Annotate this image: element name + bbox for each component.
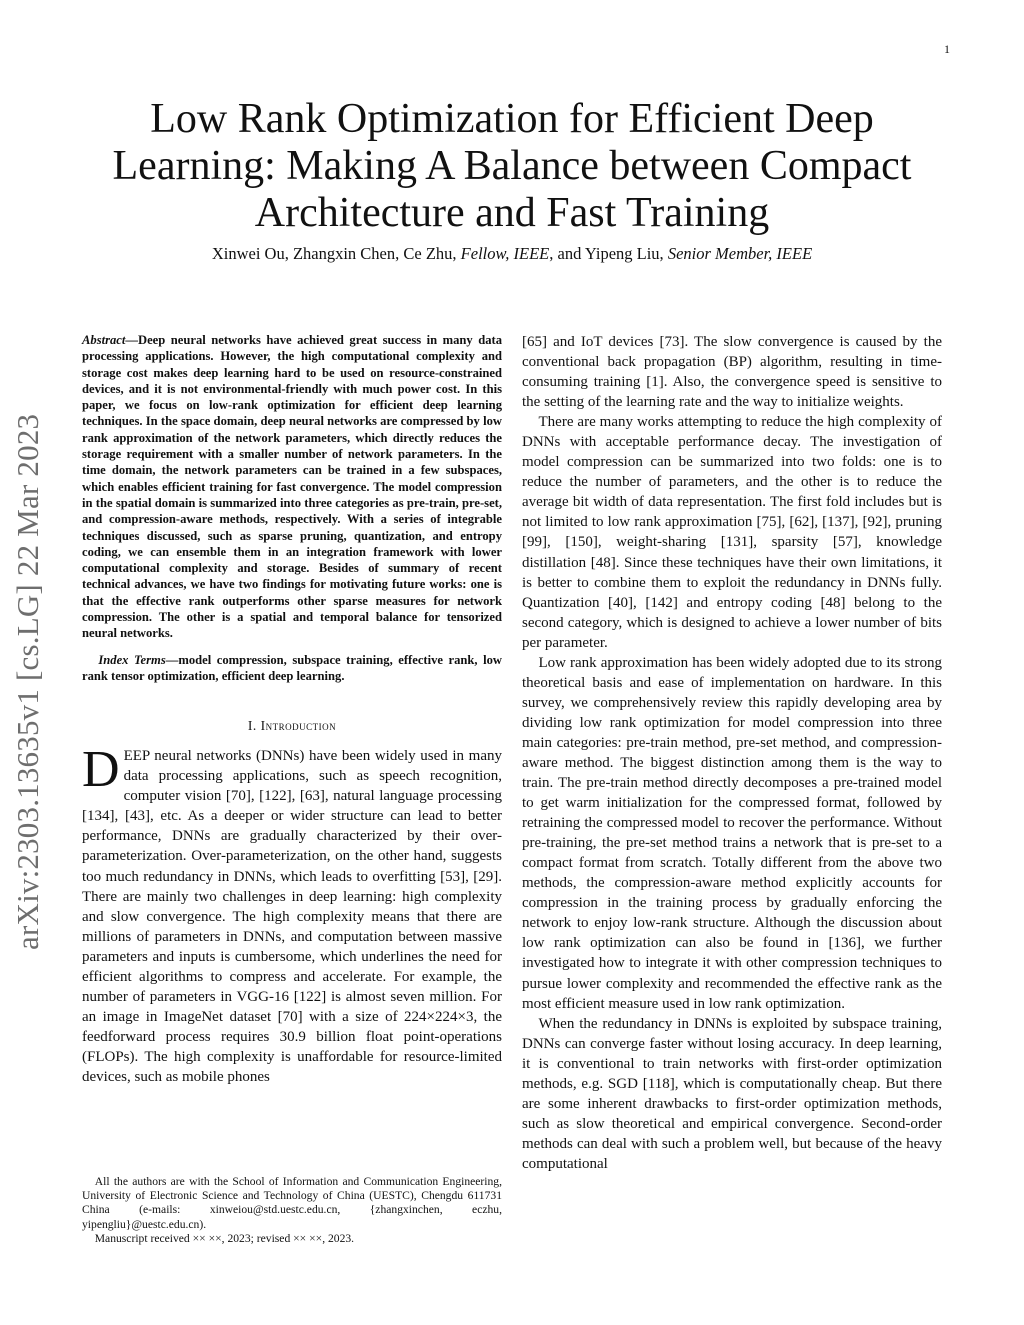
body-paragraph: There are many works attempting to reduce the high complexity of DNNs with acceptable performance decay. The investigation of model compression can be summarized into two folds: one is to reduce the number of parameters, and the other is to reduce the average bit width of data representation. The first fold includes but is not limited to low rank approximation [75], [62], [137], [92], pruning [99], [150], weight-sharing [131], sparsity [57], knowledge distillation [48]. Since these techniques have their own limitations, it is better to combine them to exploit the redundancy in DNNs fully. Quantization [40], [142] and entropy coding [48] belong to the second category, which is designed to achieve a lower number of bits per parameter.: [522, 414, 942, 651]
drop-cap: D: [82, 741, 120, 799]
index-terms-text: —model compression, subspace training, effective rank, low rank tensor optimization, efficient deep learning.: [82, 652, 502, 683]
footnote-manuscript: Manuscript received ×× ××, 2023; revised ×× ××, 2023.: [94, 1231, 355, 1245]
footnotes: [82, 1175, 502, 1246]
section-number: I.: [247, 718, 261, 734]
left-column: [82, 332, 502, 1087]
page-number: 1: [944, 42, 950, 56]
section-heading: [82, 718, 502, 734]
body-paragraph: [65] and IoT devices [73]. The slow convergence is caused by the conventional back propagation (BP) algorithm, resulting in time-consuming training [1]. Also, the convergence speed is sensitive to the setting of the learning rate and the way to initialize weights.: [522, 334, 942, 411]
intro-text: EEP neural networks (DNNs) have been widely used in many data processing applications, such as speech recognition, computer vision [70], [122], [63], natural language processing [134], [43], etc. As a deeper or wider structure can lead to better performance, DNNs are gradually characterized by their over-parameterization. Over-parameterization, on the other hand, suggests too much redundancy in DNNs, which leads to overfitting [53], [29]. There are mainly two challenges in deep learning: high complexity and slow convergence. The high complexity means that there are millions of parameters in DNNs, and computation between massive parameters and inputs is cumbersome, which underlines the need for efficient algorithms to compress and accelerate. For example, the number of parameters in VGG-16 [122] is almost seven million. For an image in ImageNet dataset [70] with a size of 224×224×3, the feedforward process requires 30.9 billion float point-operations (FLOPs). The high complexity is unaffordable for resource-limited devices, such as mobile phones: [82, 748, 502, 1085]
title-line: Learning: Making A Balance between Compact: [112, 143, 912, 189]
author-list: [60, 244, 964, 264]
author-role: Fellow, IEEE: [460, 244, 550, 263]
intro-paragraph: [82, 741, 502, 1087]
abstract-text: —Deep neural networks have achieved great success in many data processing applications. However, the high computational complexity and storage cost makes deep learning hard to be used on resource-constrained devices, and it is not environmental-friendly with much power cost. In this paper, we focus on low-rank optimization for efficient deep learning techniques. In the space domain, deep neural networks are compressed by low rank approximation of the network parameters, which directly reduces the storage requirement with a smaller number of network parameters. In the time domain, the network parameters can be trained in a few subspaces, which enables efficient training for fast convergence. The model compression in the spatial domain is summarized into three categories as pre-train, pre-set, and compression-aware methods, respectively. With a series of integrable techniques discussed, such as sparse pruning, quantization, and entropy coding, we can ensemble them in an integration framework with lower computational complexity and storage. Besides of summary of recent technical advances, we have two findings for motivating future works: one is that the effective rank outperforms other sparse measures for network compression. The other is a spatial and temporal balance for tensorized neural networks.: [82, 333, 502, 641]
arxiv-stamp[interactable]: arXiv:2303.13635v1 [cs.LG] 22 Mar 2023: [10, 413, 45, 950]
footnote-affiliation: All the authors are with the School of Information and Communication Engineering, University of Electronic Science and Technology of China (UESTC), Chengdu 611731 China (e-mails: xinweiou@std.uestc.edu.cn, {zhangxinchen, eczhu, yipengliu}@uestc.edu.cn).: [82, 1175, 502, 1231]
author-names: Xinwei Ou, Zhangxin Chen, Ce Zhu,: [211, 244, 461, 263]
title-line: Architecture and Fast Training: [254, 190, 770, 236]
section-title: Introduction: [260, 718, 337, 734]
abstract-label: Abstract: [82, 333, 126, 347]
abstract: [82, 332, 502, 642]
author-names: , and Yipeng Liu,: [549, 244, 668, 263]
title-line: Low Rank Optimization for Efficient Deep: [150, 96, 874, 142]
right-column: [522, 332, 942, 1174]
index-terms: [82, 652, 502, 685]
body-paragraph: When the redundancy in DNNs is exploited by subspace training, DNNs can converge faster without losing accuracy. In deep learning, it is conventional to train networks with first-order optimization methods, e.g. SGD [118], which is computationally cheap. But there are some inherent drawbacks to first-order optimization methods, such as slow theoretical and empirical convergence. Second-order methods can deal with such a problem well, but because of the heavy computational: [522, 1015, 942, 1172]
index-terms-label: Index Terms: [98, 652, 166, 667]
body-paragraph: Low rank approximation has been widely adopted due to its strong theoretical basis and ease of implementation on hardware. In this survey, we comprehensively review this rapidly developing area by dividing low rank optimization for model compression into three main categories: pre-train method, pre-set method, and compression-aware method. The biggest distinction among them is the way to train. The pre-train method directly decomposes a pre-trained model to get warm initialization for the compressed format, followed by retraining the compressed model to recover the performance. Without pre-training, the pre-set method trains a network that is pre-set to a compact format from scratch. Totally different from the above two methods, the compression-aware method explicitly accounts for compression in the training process by gradually enforcing the network to enjoy low-rank structure. Although the discussion about low rank optimization can also be found in [136], we further investigated how to integrate it with other compression techniques to pursue lower complexity and recommended the effective rank as the most efficient measure used in low rank optimization.: [522, 654, 942, 1012]
paper-title: [60, 96, 964, 237]
author-role: Senior Member, IEEE: [667, 244, 813, 263]
